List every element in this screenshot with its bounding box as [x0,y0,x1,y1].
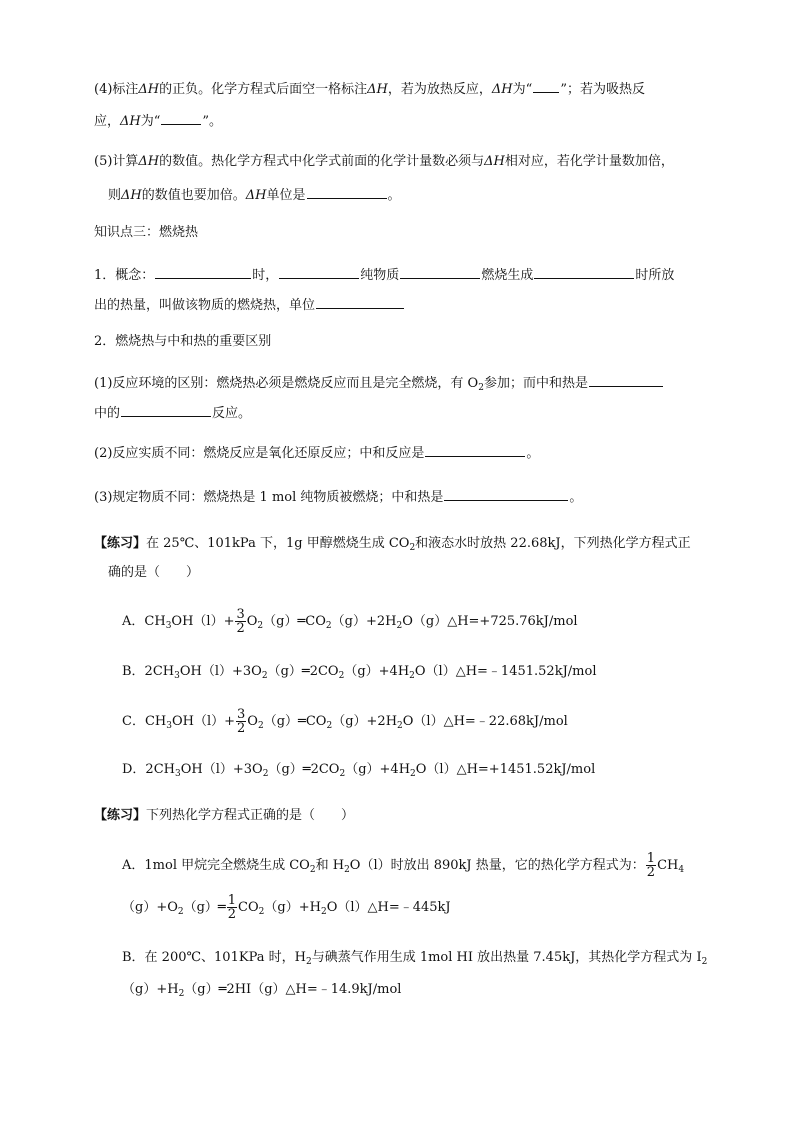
exercise-tag: 【练习】 [94,536,147,551]
exercise-1-stem-line-2: 确的是（ ） [108,565,200,580]
delta-h: ΔH [138,154,160,169]
exercise-2-option-b-line-1[interactable]: B．在 200℃、101KPa 时，$H_2$与碘蒸气作用生成 1mol HI 放出热量 7.45kJ，其热化学方程式为 $I_2$ [122,950,708,967]
exercise-1-option-d[interactable]: D．$2CH_3OH(l)+3O_2(g)═2CO_2(g)+4H_2O(l)\triangle H=+1451.52kJ$/mol [122,762,596,779]
text: 为“ [140,114,161,129]
text: 。 [387,188,401,203]
blank-line[interactable] [121,402,211,417]
difference-3 [94,486,582,508]
text: 。 [526,446,540,461]
text: (3)规定物质不同：燃烧热是 1 mol 纯物质被燃烧；中和热是 [94,490,444,505]
text: ，若为放热反应， [387,82,492,97]
text: 的数值也要加倍。 [141,188,246,203]
section-4-line-2 [94,110,222,132]
section-4-line-1 [94,78,645,100]
blank-line[interactable] [589,372,663,387]
text: ”。 [202,114,223,129]
exercise-2-option-b-line-2: $(g)+H_2(g)═2HI(g)\triangle H=﹣14.9kJ$/mol [122,982,402,999]
blank-line[interactable] [316,294,404,309]
fraction: $\frac{1}{2}$ [646,851,656,880]
delta-h: ΔH [121,188,142,203]
blank-line[interactable] [400,264,480,279]
text: (5)计算 [94,154,139,169]
blank-line[interactable] [307,184,387,199]
text: (1)反应环境的区别：燃烧热必须是燃烧反应而且是完全燃烧，有 O [94,376,479,391]
difference-1-line-1 [94,372,664,394]
blank-line[interactable] [279,264,359,279]
text: 应， [94,114,121,129]
delta-h: ΔH [120,114,141,129]
text: 时， [252,268,279,283]
text: 出的热量，叫做该物质的燃烧热，单位 [94,298,316,313]
exercise-1-option-b[interactable]: B．$2CH_3OH(l)+3O_2(g)═2CO_2(g)+4H_2O(l)\triangle H=﹣1451.52kJ$/mol [122,664,597,681]
delta-h: ΔH [245,188,267,203]
delta-h: ΔH [491,82,513,97]
text: 为“ [512,82,533,97]
text: 单位是 [266,188,306,203]
text: (2)反应实质不同：燃烧反应是氧化还原反应；中和反应是 [94,446,425,461]
section-5-line-2 [108,184,401,206]
section-heading: 知识点三：燃烧热 [94,225,199,240]
text: ”；若为吸热反 [560,82,645,97]
delta-h: ΔH [484,154,505,169]
exercise-2-stem [94,806,354,826]
blank-line[interactable] [533,78,559,93]
text: 的数值。热化学方程式中化学式前面的化学计量数必须与 [159,154,485,169]
exercise-2-option-a-line-1[interactable]: A．1mol 甲烷完全燃烧生成 $CO_2$和 $H_2O(l)$时放出 890kJ 热量，它的热化学方程式为： $\frac{1}{2}$ $CH_4$ [122,851,685,880]
text: 1．概念： [94,268,155,283]
exercise-1-stem-line-1 [94,534,691,554]
text: 纯物质 [360,268,400,283]
blank-line[interactable] [425,442,525,457]
exercise-tag: 【练习】 [94,808,147,823]
subscript: 2 [409,543,416,553]
exercise-2-option-a-line-2: $(g)+O_2(g)═$ $\frac{1}{2}$ $CO_2(g)+H_2O(l)\triangle H=﹣445kJ$ [122,893,451,922]
fraction: $\frac{3}{2}$ [236,607,245,636]
fraction: $\frac{3}{2}$ [237,707,246,736]
section-5-line-1 [94,152,674,172]
blank-line[interactable] [155,264,251,279]
blank-line[interactable] [161,110,201,125]
text: 则 [108,188,122,203]
text: 的正负。化学方程式后面空一格标注 [159,82,368,97]
text: 相对应，若化学计量数加倍， [504,154,674,169]
text: (4)标注 [94,82,139,97]
text: 中的 [94,406,121,421]
exercise-1-option-a[interactable]: A．$CH_3OH(l)+$ $\frac{3}{2}$ $O_2(g)═CO_2(g)+2H_2O(g)\triangle H=+725.76kJ$/mol [122,607,578,636]
delta-h: ΔH [367,82,388,97]
subscript: 2 [478,383,484,393]
concept-line-2 [94,294,405,316]
exercise-1-option-c[interactable]: C．$CH_3OH(l)+$ $\frac{3}{2}$ $O_2(g)═CO_2(g)+2H_2O(l)\triangle H=﹣22.68kJ$/mol [122,707,568,736]
concept-line-1 [94,264,674,286]
blank-line[interactable] [444,486,568,501]
text: 参加；而中和热是 [483,376,588,391]
text: 时所放 [635,268,675,283]
difference-1-line-2 [94,402,251,424]
text: 。 [569,490,583,505]
text: 下列热化学方程式正确的是（ ） [146,808,355,823]
text: 在 25℃、101kPa 下，1g 甲醇燃烧生成 CO [146,536,410,551]
fraction: $\frac{1}{2}$ [227,893,237,922]
difference-2 [94,442,539,464]
text: 燃烧生成 [481,268,534,283]
delta-h: ΔH [138,82,160,97]
blank-line[interactable] [534,264,634,279]
text: 反应。 [212,406,252,421]
section-heading: 2．燃烧热与中和热的重要区别 [94,334,272,349]
text: 和液态水时放热 22.68kJ，下列热化学方程式正 [415,536,691,551]
